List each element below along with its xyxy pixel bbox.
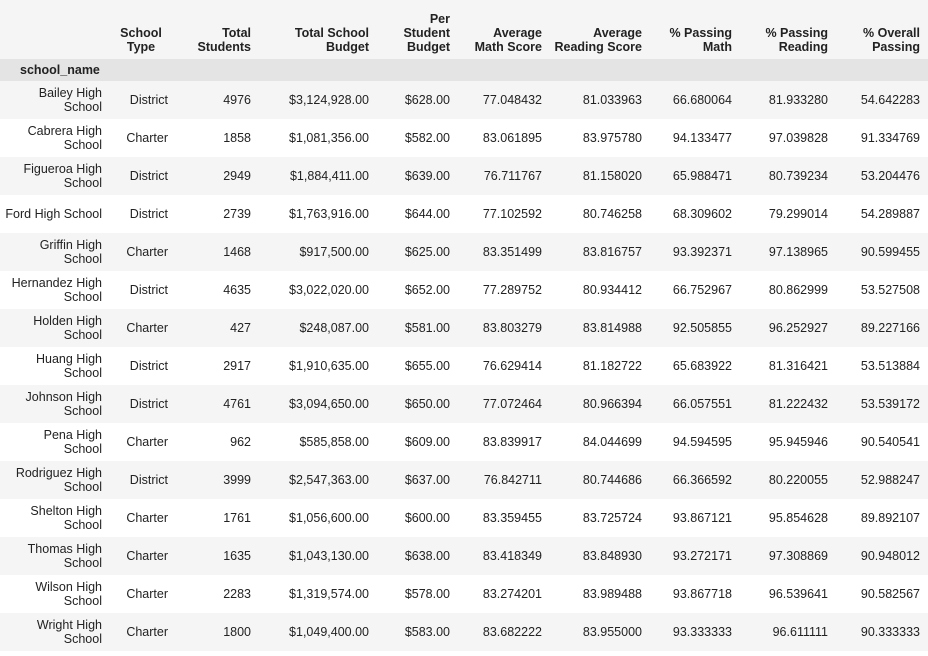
table-cell: 83.359455 <box>482 511 542 525</box>
school-name-cell: Figueroa High School <box>23 162 102 190</box>
table-row <box>0 423 928 461</box>
table-cell: 77.072464 <box>482 397 542 411</box>
table-cell: $655.00 <box>404 359 450 373</box>
table-cell: 83.725724 <box>582 511 642 525</box>
table-row <box>0 81 928 119</box>
school-type-cell: Charter <box>126 131 168 145</box>
school-type-cell: Charter <box>126 625 168 639</box>
table-cell: 83.955000 <box>582 625 642 639</box>
table-cell: $650.00 <box>404 397 450 411</box>
table-cell: 95.945946 <box>768 435 828 449</box>
table-cell: 81.933280 <box>768 93 828 107</box>
table-cell: 65.988471 <box>672 169 732 183</box>
table-cell: 94.133477 <box>672 131 732 145</box>
table-row <box>0 461 928 499</box>
table-cell: $1,081,356.00 <box>289 131 369 145</box>
column-header-row <box>0 0 928 59</box>
table-cell: 83.274201 <box>482 587 542 601</box>
table-cell: $582.00 <box>404 131 450 145</box>
table-cell: 89.892107 <box>860 511 920 525</box>
table-cell: 91.334769 <box>860 131 920 145</box>
table-row <box>0 347 928 385</box>
table-cell: 83.682222 <box>482 625 542 639</box>
table-cell: $3,022,020.00 <box>289 283 369 297</box>
school-name-cell: Wright High School <box>36 618 102 646</box>
table-cell: 93.867718 <box>672 587 732 601</box>
table-cell: $638.00 <box>404 549 450 563</box>
table-cell: 4761 <box>223 397 251 411</box>
table-cell: 90.540541 <box>860 435 920 449</box>
table-cell: $644.00 <box>404 207 450 221</box>
table-cell: 80.966394 <box>582 397 642 411</box>
school-type-cell: Charter <box>126 321 168 335</box>
table-cell: 66.680064 <box>672 93 732 107</box>
column-header: Total Students <box>176 0 259 59</box>
table-cell: 97.308869 <box>768 549 828 563</box>
table-cell: 90.599455 <box>860 245 920 259</box>
table-row <box>0 309 928 347</box>
school-name-cell: Holden High School <box>33 314 102 342</box>
school-name-cell: Bailey High School <box>38 86 102 114</box>
table-row <box>0 195 928 233</box>
school-name-cell: Wilson High School <box>35 580 102 608</box>
table-cell: 96.252927 <box>768 321 828 335</box>
table-cell: 77.102592 <box>482 207 542 221</box>
table-cell: $917,500.00 <box>299 245 369 259</box>
school-type-cell: Charter <box>126 245 168 259</box>
school-name-cell: Ford High School <box>5 207 102 221</box>
table-cell: 83.816757 <box>582 245 642 259</box>
table-cell: 2283 <box>223 587 251 601</box>
table-row <box>0 157 928 195</box>
table-cell: $578.00 <box>404 587 450 601</box>
table-cell: $3,094,650.00 <box>289 397 369 411</box>
table-cell: $2,547,363.00 <box>289 473 369 487</box>
table-cell: 427 <box>230 321 251 335</box>
school-name-cell: Johnson High School <box>25 390 102 418</box>
school-type-cell: District <box>129 397 168 411</box>
school-type-cell: Charter <box>126 435 168 449</box>
school-name-cell: Thomas High School <box>27 542 102 570</box>
header-corner <box>0 0 110 59</box>
table-row <box>0 613 928 651</box>
table-cell: 68.309602 <box>672 207 732 221</box>
index-name: school_name <box>0 59 110 81</box>
table-cell: $1,884,411.00 <box>289 169 369 183</box>
table-cell: 95.854628 <box>768 511 828 525</box>
table-cell: 1468 <box>223 245 251 259</box>
table-cell: 81.158020 <box>582 169 642 183</box>
table-cell: 2917 <box>223 359 251 373</box>
table-cell: 66.752967 <box>672 283 732 297</box>
table-cell: $625.00 <box>404 245 450 259</box>
column-header: Average Reading Score <box>550 0 650 59</box>
table-cell: $1,910,635.00 <box>289 359 369 373</box>
table-cell: $248,087.00 <box>299 321 369 335</box>
school-name-cell: Griffin High School <box>39 238 102 266</box>
table-cell: 90.948012 <box>860 549 920 563</box>
table-cell: 97.039828 <box>768 131 828 145</box>
table-cell: 92.505855 <box>672 321 732 335</box>
table-cell: 66.366592 <box>672 473 732 487</box>
table-cell: 83.989488 <box>582 587 642 601</box>
table-cell: 90.333333 <box>860 625 920 639</box>
table-cell: 53.204476 <box>860 169 920 183</box>
table-cell: 84.044699 <box>582 435 642 449</box>
table-cell: 53.513884 <box>860 359 920 373</box>
school-type-cell: District <box>129 359 168 373</box>
table-cell: $1,056,600.00 <box>289 511 369 525</box>
school-type-cell: Charter <box>126 511 168 525</box>
table-cell: 96.539641 <box>768 587 828 601</box>
table-cell: 81.222432 <box>768 397 828 411</box>
table-cell: 4635 <box>223 283 251 297</box>
table-cell: $639.00 <box>404 169 450 183</box>
table-cell: 94.594595 <box>672 435 732 449</box>
table-cell: 52.988247 <box>860 473 920 487</box>
school-type-cell: Charter <box>126 549 168 563</box>
table-cell: 77.289752 <box>482 283 542 297</box>
table-cell: 93.867121 <box>672 511 732 525</box>
table-cell: $609.00 <box>404 435 450 449</box>
column-header: Per Student Budget <box>377 0 458 59</box>
table-cell: 66.057551 <box>672 397 732 411</box>
school-type-cell: District <box>129 473 168 487</box>
table-cell: 54.289887 <box>860 207 920 221</box>
table-cell: 1858 <box>223 131 251 145</box>
table-cell: $1,049,400.00 <box>289 625 369 639</box>
table-cell: 81.182722 <box>582 359 642 373</box>
table-cell: 81.316421 <box>768 359 828 373</box>
table-cell: 83.061895 <box>482 131 542 145</box>
table-cell: 77.048432 <box>482 93 542 107</box>
school-type-cell: Charter <box>126 587 168 601</box>
table-cell: 80.862999 <box>768 283 828 297</box>
table-cell: 1635 <box>223 549 251 563</box>
table-cell: $1,043,130.00 <box>289 549 369 563</box>
column-header: % Overall Passing <box>836 0 928 59</box>
table-cell: 76.842711 <box>483 473 542 487</box>
table-cell: 83.839917 <box>482 435 542 449</box>
table-cell: 54.642283 <box>860 93 920 107</box>
table-row <box>0 537 928 575</box>
table-cell: 83.848930 <box>582 549 642 563</box>
school-name-cell: Cabrera High School <box>27 124 102 152</box>
table-cell: 76.711767 <box>483 169 542 183</box>
table-cell: 83.351499 <box>482 245 542 259</box>
index-header-row <box>0 59 928 81</box>
table-cell: $628.00 <box>404 93 450 107</box>
school-name-cell: Huang High School <box>35 352 102 380</box>
table-cell: 79.299014 <box>768 207 828 221</box>
table-cell: 3999 <box>223 473 251 487</box>
table-cell: $3,124,928.00 <box>289 93 369 107</box>
table-cell: 90.582567 <box>860 587 920 601</box>
table-cell: 83.803279 <box>482 321 542 335</box>
table-cell: 1800 <box>223 625 251 639</box>
table-row <box>0 233 928 271</box>
table-cell: $581.00 <box>404 321 450 335</box>
table-cell: 81.033963 <box>582 93 642 107</box>
column-header: School Type <box>110 0 176 59</box>
table-body <box>0 81 928 651</box>
table-cell: 80.739234 <box>768 169 828 183</box>
table-cell: 80.220055 <box>768 473 828 487</box>
table-row <box>0 575 928 613</box>
table-cell: 93.333333 <box>672 625 732 639</box>
school-type-cell: District <box>129 283 168 297</box>
table-cell: 96.611111 <box>772 625 828 639</box>
school-name-cell: Pena High School <box>43 428 102 456</box>
table-cell: 76.629414 <box>482 359 542 373</box>
table-cell: $1,319,574.00 <box>289 587 369 601</box>
table-cell: 53.539172 <box>860 397 920 411</box>
table-cell: 93.392371 <box>672 245 732 259</box>
table-row <box>0 385 928 423</box>
column-header: Average Math Score <box>458 0 550 59</box>
table-cell: 80.934412 <box>582 283 642 297</box>
table-cell: 2949 <box>223 169 251 183</box>
table-cell: $600.00 <box>404 511 450 525</box>
table-row <box>0 119 928 157</box>
table-cell: 93.272171 <box>672 549 732 563</box>
table-cell: $583.00 <box>404 625 450 639</box>
school-type-cell: District <box>129 207 168 221</box>
table-cell: 97.138965 <box>768 245 828 259</box>
table-cell: 80.744686 <box>582 473 642 487</box>
table-cell: 83.975780 <box>582 131 642 145</box>
table-row <box>0 499 928 537</box>
table-cell: 53.527508 <box>860 283 920 297</box>
table-cell: 1761 <box>223 511 251 525</box>
table-cell: 83.418349 <box>482 549 542 563</box>
school-name-cell: Hernandez High School <box>11 276 102 304</box>
column-header: Total School Budget <box>259 0 377 59</box>
table-cell: $585,858.00 <box>299 435 369 449</box>
table-cell: 89.227166 <box>860 321 920 335</box>
school-name-cell: Shelton High School <box>30 504 102 532</box>
table-cell: $637.00 <box>404 473 450 487</box>
table-cell: 80.746258 <box>582 207 642 221</box>
table-cell: $652.00 <box>404 283 450 297</box>
table-cell: 962 <box>230 435 251 449</box>
table-cell: $1,763,916.00 <box>289 207 369 221</box>
column-header: % Passing Reading <box>740 0 836 59</box>
table-cell: 4976 <box>223 93 251 107</box>
table-row <box>0 271 928 309</box>
school-type-cell: District <box>129 93 168 107</box>
column-header: % Passing Math <box>650 0 740 59</box>
school-type-cell: District <box>129 169 168 183</box>
table-cell: 65.683922 <box>672 359 732 373</box>
table-cell: 2739 <box>223 207 251 221</box>
table-cell: 83.814988 <box>582 321 642 335</box>
school-name-cell: Rodriguez High School <box>15 466 102 494</box>
